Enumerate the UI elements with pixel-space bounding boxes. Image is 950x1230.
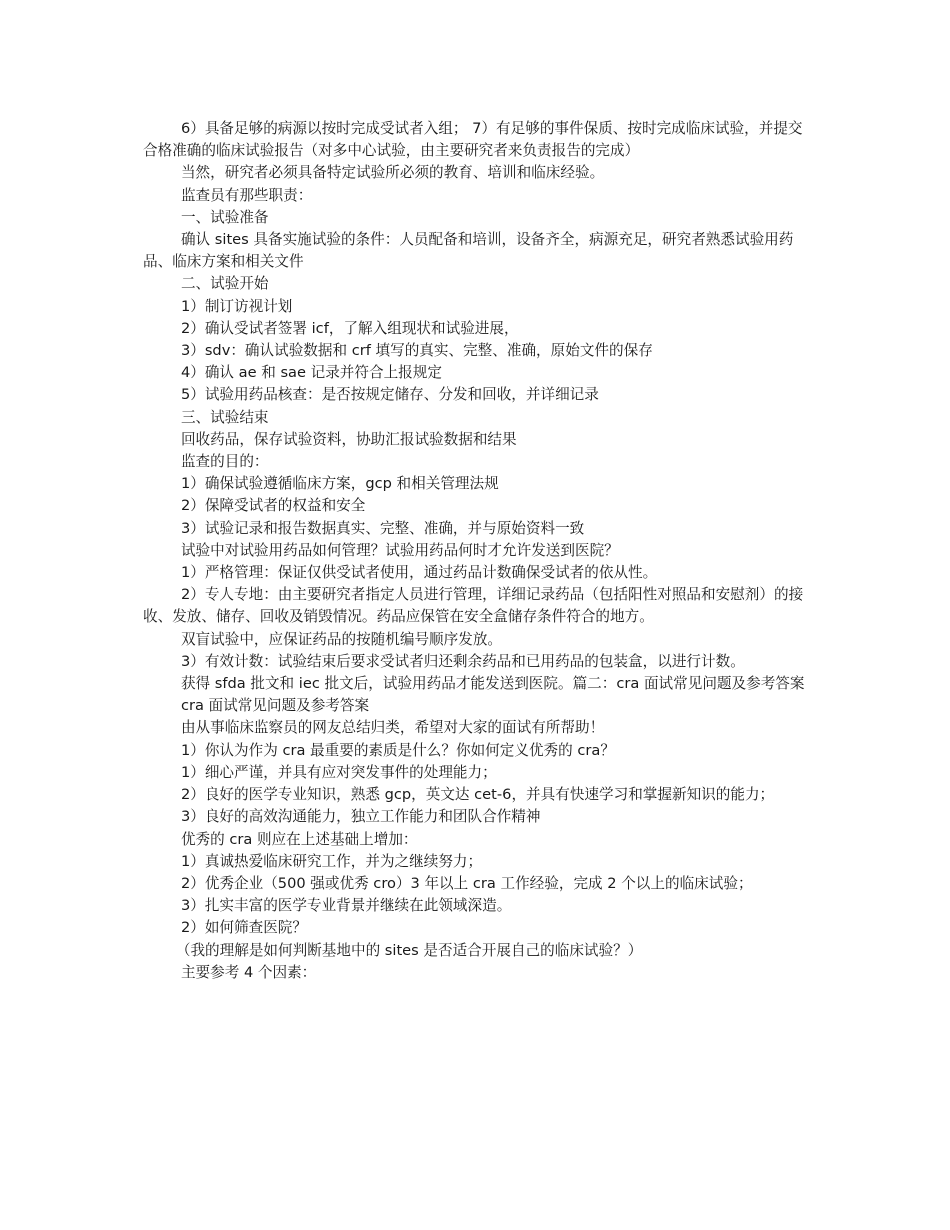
list-item: 1）细心严谨，并具有应对突发事件的处理能力； — [180, 763, 497, 781]
list-item: 1）严格管理：保证仅供受试者使用，通过药品计数确保受试者的依从性。 — [180, 564, 658, 582]
list-item: 3）sdv：确认试验数据和 crf 填写的真实、完整、准确，原始文件的保存 — [180, 342, 653, 360]
list-item: 2）良好的医学专业知识，熟悉 gcp，英文达 cet-6，并具有快速学习和掌握新知识的能力； — [180, 786, 775, 804]
paragraph: 回收药品，保存试验资料，协助汇报试验数据和结果 — [180, 430, 517, 448]
list-item: 4）确认 ae 和 sae 记录并符合上报规定 — [180, 364, 442, 382]
paragraph: 优秀的 cra 则应在上述基础上增加： — [180, 830, 418, 848]
section-heading: 三、试验结束 — [180, 408, 269, 426]
list-item: 1）确保试验遵循临床方案，gcp 和相关管理法规 — [180, 475, 499, 493]
paragraph: （我的理解是如何判断基地中的 sites 是否适合开展自己的临床试验？） — [175, 941, 643, 959]
paragraph: 6）具备足够的病源以按时完成受试者入组； 7）有足够的事件保质、按时完成临床试验，并提交合格准确的临床试验报告（对多中心试验，由主要研究者来负责报告的完成） — [143, 120, 803, 160]
section-heading: 一、试验准备 — [180, 208, 269, 226]
list-item: 3）良好的高效沟通能力，独立工作能力和团队合作精神 — [180, 808, 541, 826]
list-item: 3）有效计数：试验结束后要求受试者归还剩余药品和已用药品的包装盒，以进行计数。 — [180, 652, 745, 670]
paragraph: 监查的目的： — [180, 453, 269, 471]
list-item: 1）真诚热爱临床研究工作，并为之继续努力； — [180, 852, 483, 870]
list-item: 3）扎实丰富的医学专业背景并继续在此领域深造。 — [180, 897, 512, 915]
list-item: 2）保障受试者的权益和安全 — [180, 497, 366, 515]
list-item: 2）专人专地：由主要研究者指定人员进行管理，详细记录药品（包括阳性对照品和安慰剂）的接收、发放、储存、回收及销毁情况。药品应保管在安全盒储存条件符合的地方。 — [143, 586, 804, 626]
paragraph: 由从事临床监察员的网友总结归类，希望对大家的面试有所帮助！ — [180, 719, 605, 737]
paragraph: 试验中对试验用药品如何管理？试验用药品何时才允许发送到医院？ — [180, 541, 619, 559]
document-body — [143, 118, 807, 984]
list-item: 1）制订访视计划 — [180, 297, 293, 315]
paragraph: 监查员有那些职责： — [180, 186, 313, 204]
paragraph: 获得 sfda 批文和 iec 批文后，试验用药品才能发送到医院。篇二：cra 面试常见问题及参考答案 — [180, 675, 805, 693]
list-item: 5）试验用药品核查：是否按规定储存、分发和回收，并详细记录 — [180, 386, 599, 404]
paragraph: 确认 sites 具备实施试验的条件：人员配备和培训，设备齐全，病源充足，研究者熟悉试验用药品、临床方案和相关文件 — [143, 231, 794, 271]
section-heading: 二、试验开始 — [180, 275, 269, 293]
paragraph: 双盲试验中，应保证药品的按随机编号顺序发放。 — [180, 630, 503, 648]
list-item: 2）确认受试者签署 icf，了解入组现状和试验进展， — [180, 319, 519, 337]
list-item: 3）试验记录和报告数据真实、完整、准确，并与原始资料一致 — [180, 519, 585, 537]
list-item: 1）你认为作为 cra 最重要的素质是什么？你如何定义优秀的 cra？ — [180, 741, 615, 759]
list-item: 2）优秀企业（500 强或优秀 cro）3 年以上 cra 工作经验，完成 2 个以上的临床试验； — [180, 874, 753, 892]
paragraph: 主要参考 4 个因素： — [180, 963, 317, 981]
list-item: 2）如何筛查医院？ — [180, 919, 307, 937]
paragraph: 当然，研究者必须具备特定试验所必须的教育、培训和临床经验。 — [180, 164, 605, 182]
section-heading: cra 面试常见问题及参考答案 — [180, 697, 370, 715]
